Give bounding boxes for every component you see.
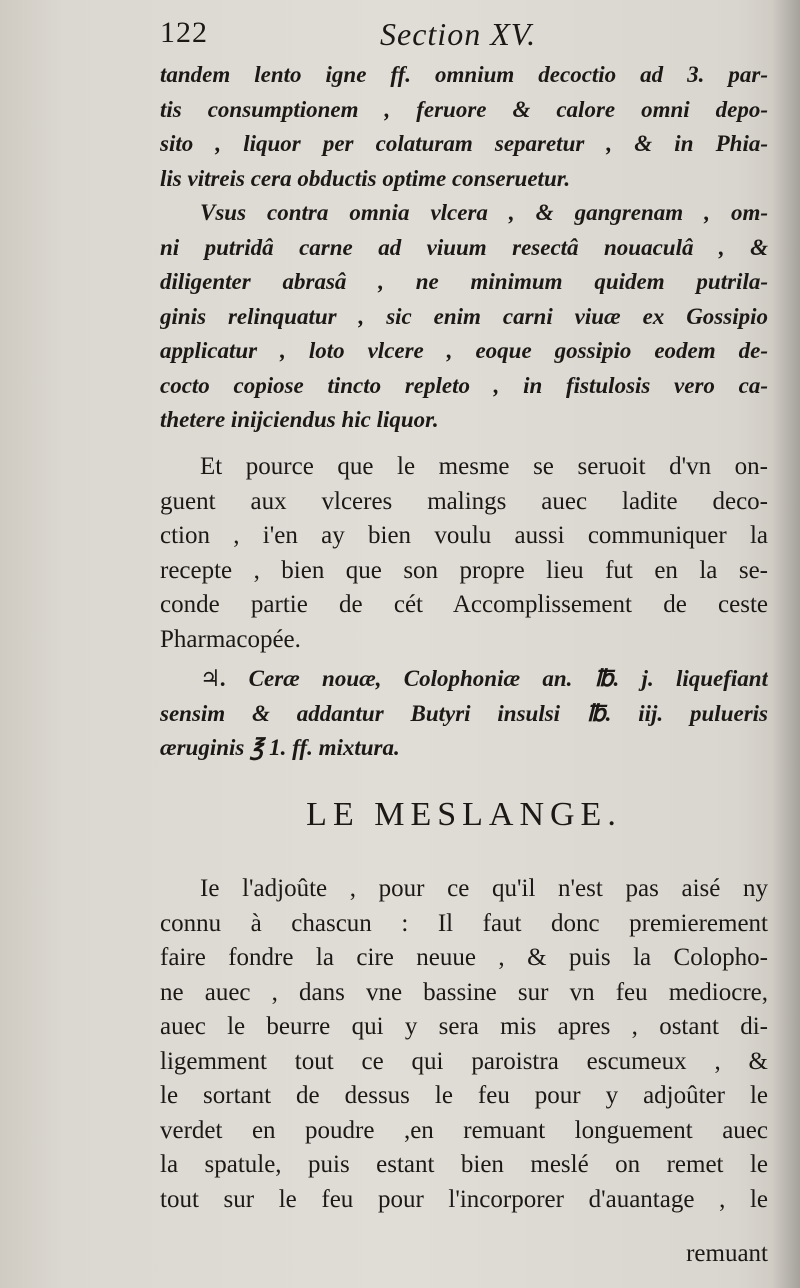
page-number: 122 xyxy=(160,16,208,49)
text-line: verdet en poudre ,en remuant longuement auec xyxy=(160,1116,768,1144)
text-line: recepte , bien que son propre lieu fut en la se- xyxy=(160,556,768,584)
recipe-paragraph xyxy=(160,662,768,766)
text-line: Vsus contra omnia vlcera , & gangrenam , om- xyxy=(200,200,768,225)
page-gutter-shadow xyxy=(772,0,800,1288)
text-line: auec le beurre qui y sera mis apres , ostant di- xyxy=(160,1013,768,1040)
text-line: guent aux vlceres malings auec ladite deco- xyxy=(160,487,768,515)
text-line: ginis relinquatur , sic enim carni viuæ ex Gossipio xyxy=(160,303,768,329)
text-line: æruginis ℥ 1. ff. mixtura. xyxy=(160,735,400,760)
text-line: Et pource que le mesme se seruoit d'vn on- xyxy=(200,453,768,480)
text-line: sensim & addantur Butyri insulsi ℔. iij. pulueris xyxy=(160,700,768,726)
text-line: ligemment tout ce qui paroistra escumeux , & xyxy=(160,1047,768,1075)
text-line: faire fondre la cire neuue , & puis la Colopho- xyxy=(160,944,768,971)
text-line: ni putridâ carne ad viuum resectâ nouaculâ , & xyxy=(160,234,768,260)
mix-paragraph xyxy=(160,872,768,1217)
text-line: ction , i'en ay bien voulu aussi communiquer la xyxy=(160,522,768,549)
text-line: la spatule, puis estant bien meslé on remet le xyxy=(160,1151,768,1178)
text-line: ne auec , dans vne bassine sur vn feu mediocre, xyxy=(160,978,768,1006)
text-line: le sortant de dessus le feu pour y adjoûter le xyxy=(160,1082,768,1109)
section-title: Section XV. xyxy=(380,16,537,52)
text-line: Ie l'adjoûte , pour ce qu'il n'est pas aisé ny xyxy=(200,875,768,902)
running-head xyxy=(160,16,770,56)
text-line: cocto copiose tincto repleto , in fistulosis vero ca- xyxy=(160,372,768,398)
text-line: connu à chascun : Il faut donc premierement xyxy=(160,909,768,937)
text-line: ♃. Ceræ nouæ, Colophoniæ an. ℔. j. liquefiant xyxy=(200,666,768,691)
text-line: sito , liquor per colaturam separetur , & in Phia- xyxy=(160,131,768,156)
text-line: thetere inijciendus hic liquor. xyxy=(160,407,439,432)
text-line: tout sur le feu pour l'incorporer d'auantage , le xyxy=(160,1185,768,1213)
catchword: remuant xyxy=(686,1240,768,1267)
text-line: Pharmacopée. xyxy=(160,625,301,653)
text-line: tis consumptionem , feruore & calore omni depo- xyxy=(160,96,768,122)
latin-paragraphs xyxy=(160,58,768,438)
french-paragraph xyxy=(160,450,768,657)
text-line: diligenter abrasâ , ne minimum quidem putrila- xyxy=(160,269,768,294)
text-line: tandem lento igne ff. omnium decoctio ad 3. par- xyxy=(160,62,768,87)
text-line: lis vitreis cera obductis optime conseruetur. xyxy=(160,165,571,191)
text-line: conde partie de cét Accomplissement de ceste xyxy=(160,591,768,618)
text-line: applicatur , loto vlcere , eoque gossipio eodem de- xyxy=(160,338,768,363)
section-heading: LE MESLANGE. xyxy=(306,796,622,833)
